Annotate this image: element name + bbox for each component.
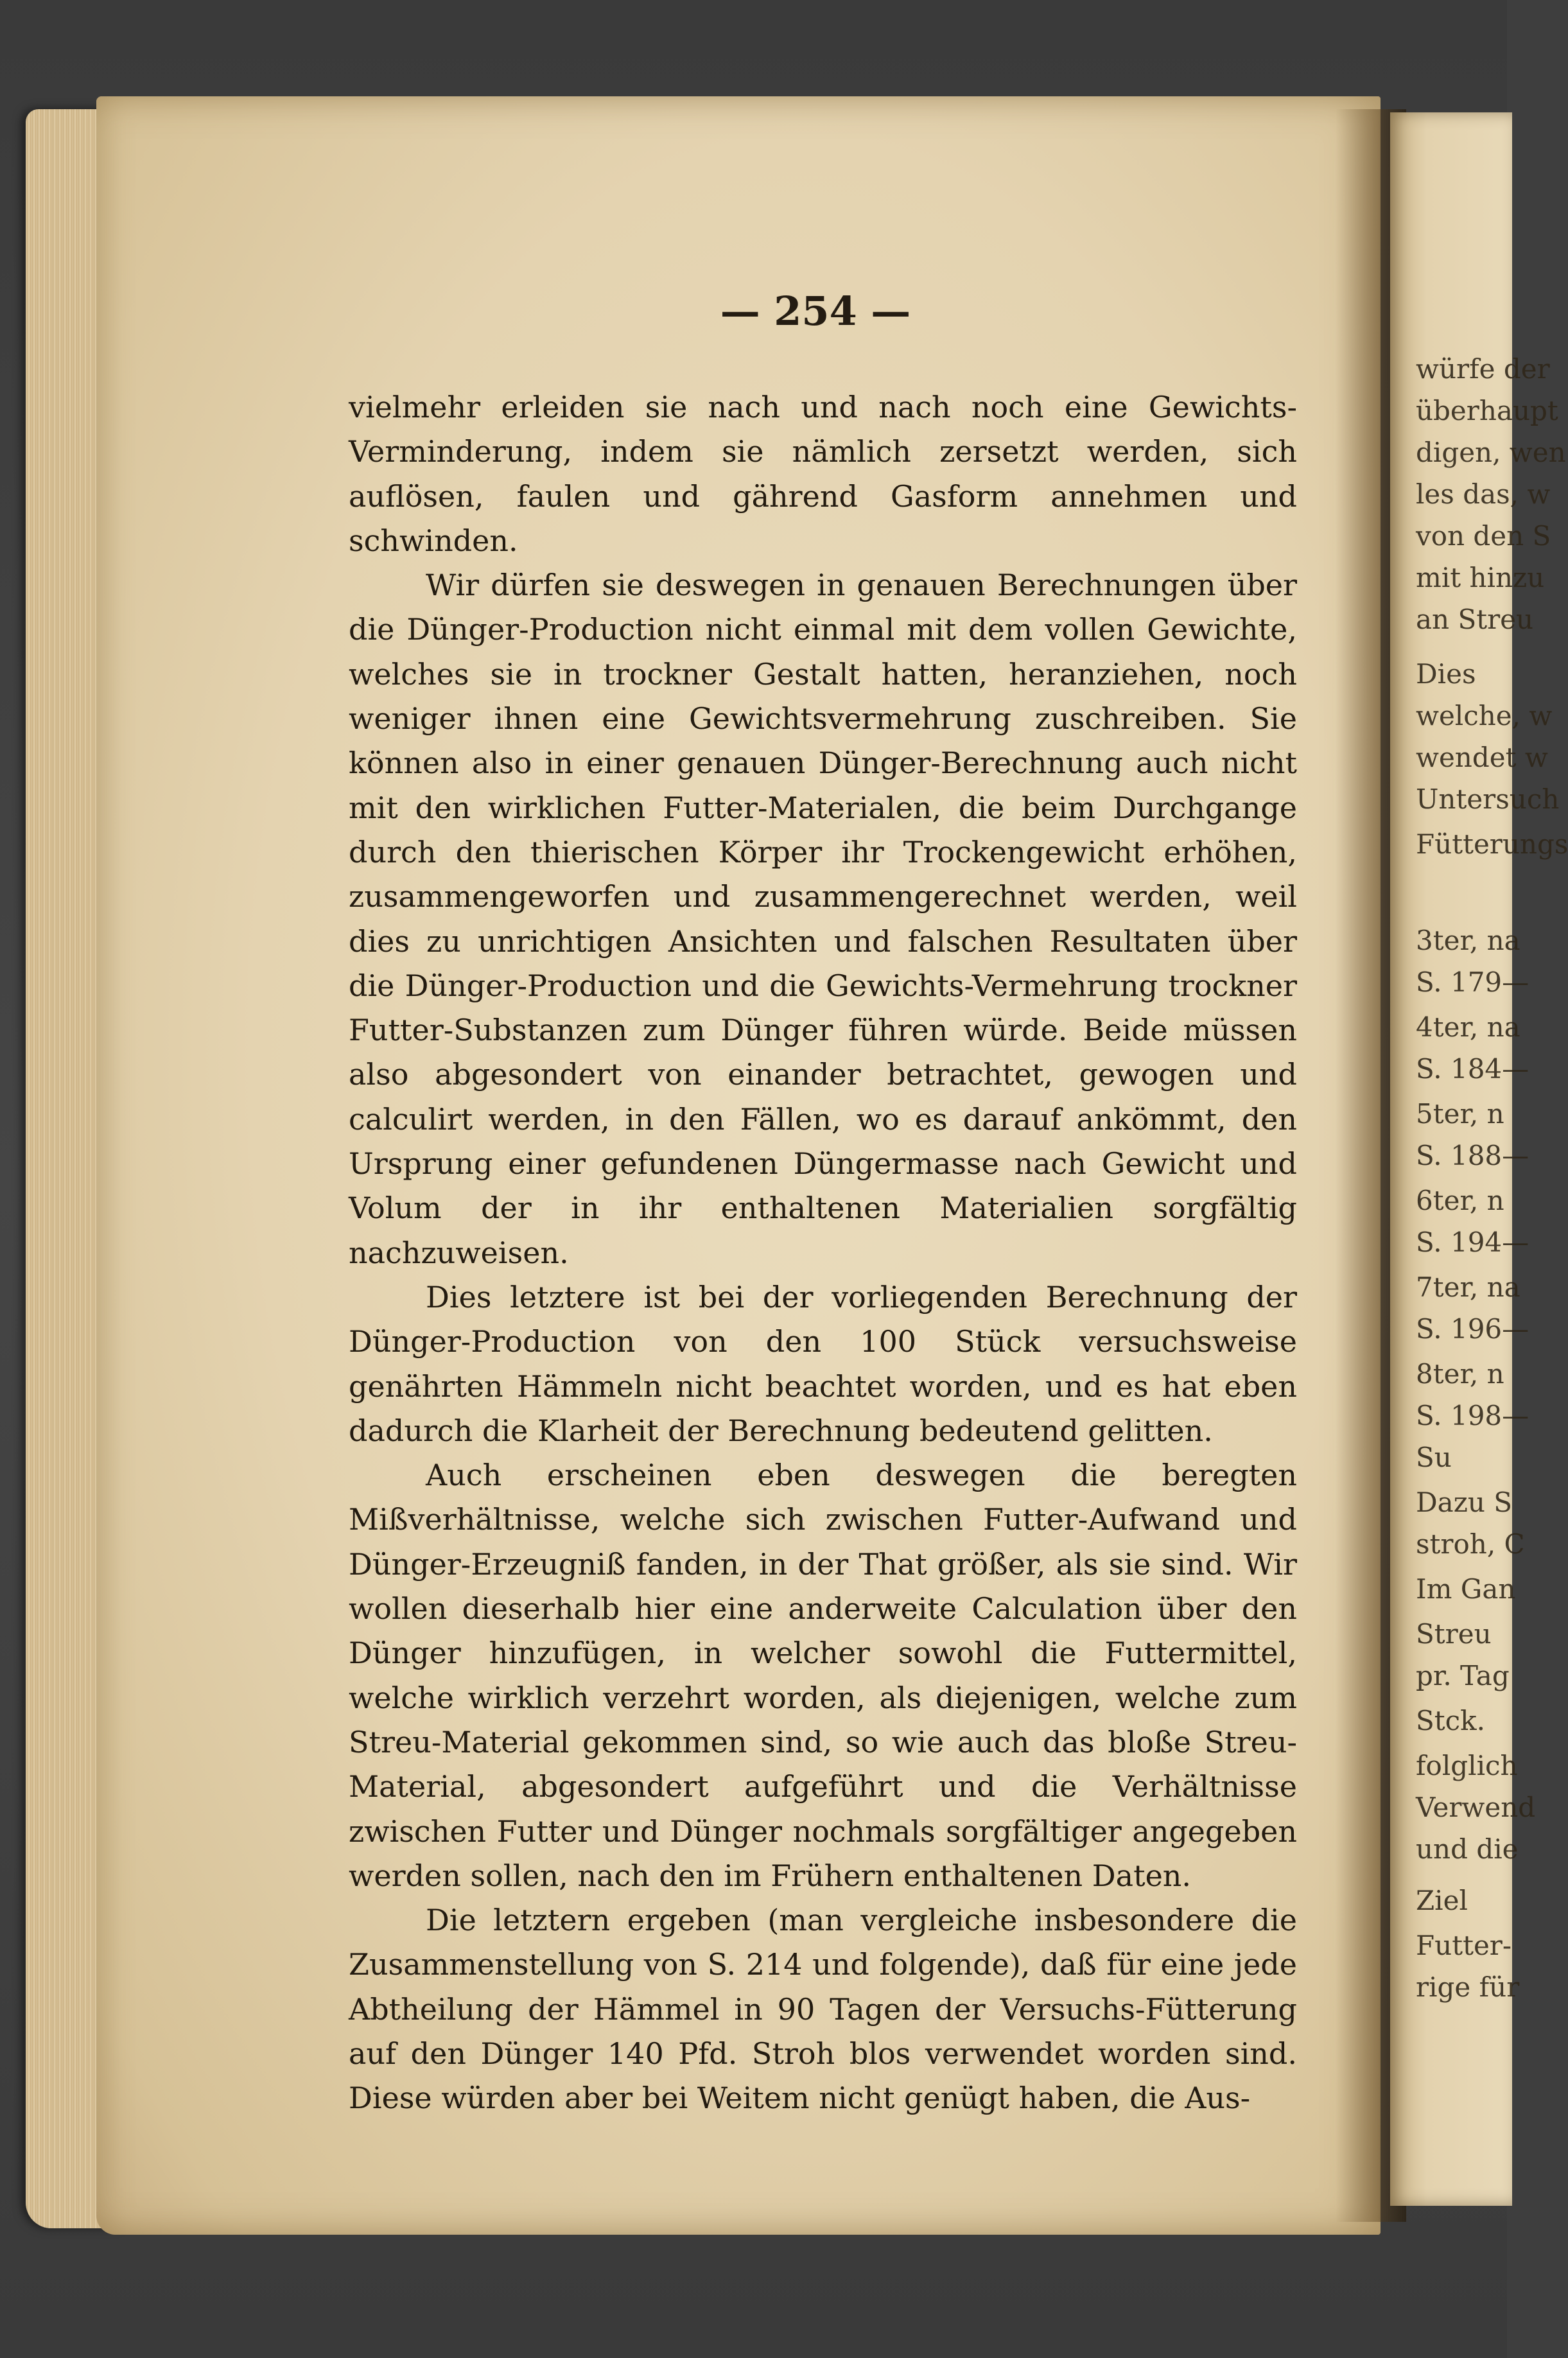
- right-page-line: wendet w: [1416, 742, 1548, 773]
- right-page-line: 4ter, na: [1416, 1011, 1520, 1043]
- right-page-line: mit hinzu: [1416, 562, 1545, 593]
- right-page-line: Fütterungs: [1416, 828, 1568, 860]
- paragraph: Dies letztere ist bei der vorliegenden Berechnung der Dünger-Production von den 100 Stück versuchsweise genährten Hämmeln nicht beachtet worden, und es hat eben dadurch die Klarheit der Berechnung bedeutend gelitten.: [349, 1279, 1297, 1448]
- right-page-line: pr. Tag: [1416, 1660, 1510, 1691]
- right-page-line: 3ter, na: [1416, 925, 1520, 956]
- page-number: — 254 —: [720, 288, 911, 335]
- right-page-line: 8ter, n: [1416, 1358, 1504, 1390]
- right-page-line: Stck.: [1416, 1705, 1485, 1736]
- right-page-line: digen, wen: [1416, 437, 1566, 468]
- right-page-line: Dies: [1416, 658, 1476, 690]
- right-page-line: Futter-: [1416, 1930, 1512, 1961]
- right-page-line: 7ter, na: [1416, 1271, 1520, 1303]
- right-page-line: von den S: [1416, 520, 1551, 552]
- right-page-line: 5ter, n: [1416, 1098, 1504, 1130]
- right-page-line: Su: [1416, 1442, 1452, 1473]
- right-page-line: würfe der: [1416, 353, 1550, 385]
- right-page-line: überhaupt: [1416, 395, 1558, 426]
- right-page-line: und die: [1416, 1833, 1519, 1865]
- paragraph: Wir dürfen sie deswegen in genauen Berechnungen über die Dünger-Production nicht einmal mit dem vollen Gewichte, welches sie in trockner Gestalt hatten, heranziehen, noch weniger ihnen eine Gewichtsvermehrung zuschreiben. Sie können also in einer genauen Dünger-Berechnung auch nicht mit den wirklichen Futter-Materialen, die beim Durchgange durch den thierischen Körper ihr Trockengewicht erhöhen, zusammengeworfen und zusammengerechnet werden, weil dies zu unrichtigen Ansichten und falschen Resultaten über die Dünger-Production und die Gewichts-Vermehrung trockner Futter-Substanzen zum Dünger führen würde. Beide müssen also abgesondert von einander betrachtet, gewogen und calculirt werden, in den Fällen, wo es darauf ankömmt, den Ursprung einer gefundenen Düngermasse nach Gewicht und Volum der in ihr enthaltenen Materialien sorgfältig nachzuweisen.: [349, 568, 1297, 1270]
- right-page: [1390, 112, 1568, 2206]
- right-page-line: Ziel: [1416, 1885, 1468, 1916]
- right-page-line: S. 198—: [1416, 1400, 1529, 1431]
- right-page-line: S. 196—: [1416, 1313, 1529, 1345]
- right-page-line: 6ter, n: [1416, 1185, 1504, 1216]
- right-page-line: an Streu: [1416, 604, 1534, 635]
- right-page-line: Im Gan: [1416, 1573, 1516, 1605]
- paragraph: vielmehr erleiden sie nach und nach noch eine Gewichts-Verminderung, indem sie nämlich zersetzt werden, sich auflösen, faulen und gährend Gasform annehmen und schwinden.: [349, 390, 1297, 558]
- right-page-line: Streu: [1416, 1618, 1492, 1650]
- right-page-line: Untersuch: [1416, 783, 1560, 815]
- right-page-line: stroh, C: [1416, 1528, 1525, 1560]
- paragraph: Die letztern ergeben (man vergleiche insbesondere die Zusammenstellung von S. 214 und folgende), daß für eine jede Abtheilung der Hämmel in 90 Tagen der Versuchs-Fütterung auf den Dünger 140 Pfd. Stroh blos verwendet worden sind. Diese würden aber bei Weitem nicht genügt haben, die Aus-: [349, 1903, 1297, 2116]
- right-page-line: folglich: [1416, 1750, 1518, 1781]
- right-page-line: les das, w: [1416, 478, 1551, 510]
- right-page-line: welche, w: [1416, 700, 1553, 731]
- right-page-line: Verwend: [1416, 1792, 1536, 1823]
- right-page-line: rige für: [1416, 1971, 1520, 2003]
- right-page-line: Dazu S: [1416, 1487, 1513, 1518]
- right-page-line: S. 188—: [1416, 1140, 1529, 1171]
- paragraph: Auch erscheinen eben deswegen die beregten Mißverhältnisse, welche sich zwischen Futter-Aufwand und Dünger-Erzeugniß fanden, in der That größer, als sie sind. Wir wollen dieserhalb hier eine anderweite Calculation über den Dünger hinzufügen, in welcher sowohl die Futtermittel, welche wirklich verzehrt worden, als diejenigen, welche zum Streu-Material gekommen sind, so wie auch das bloße Streu-Material, abgesondert aufgeführt und die Verhältnisse zwischen Futter und Dünger nochmals sorgfältiger angegeben werden sollen, nach den im Frühern enthaltenen Daten.: [349, 1458, 1297, 1893]
- right-page-line: S. 184—: [1416, 1053, 1529, 1085]
- page-body: [349, 276, 1297, 2121]
- right-page-line: S. 179—: [1416, 966, 1529, 998]
- right-page-line: S. 194—: [1416, 1227, 1529, 1258]
